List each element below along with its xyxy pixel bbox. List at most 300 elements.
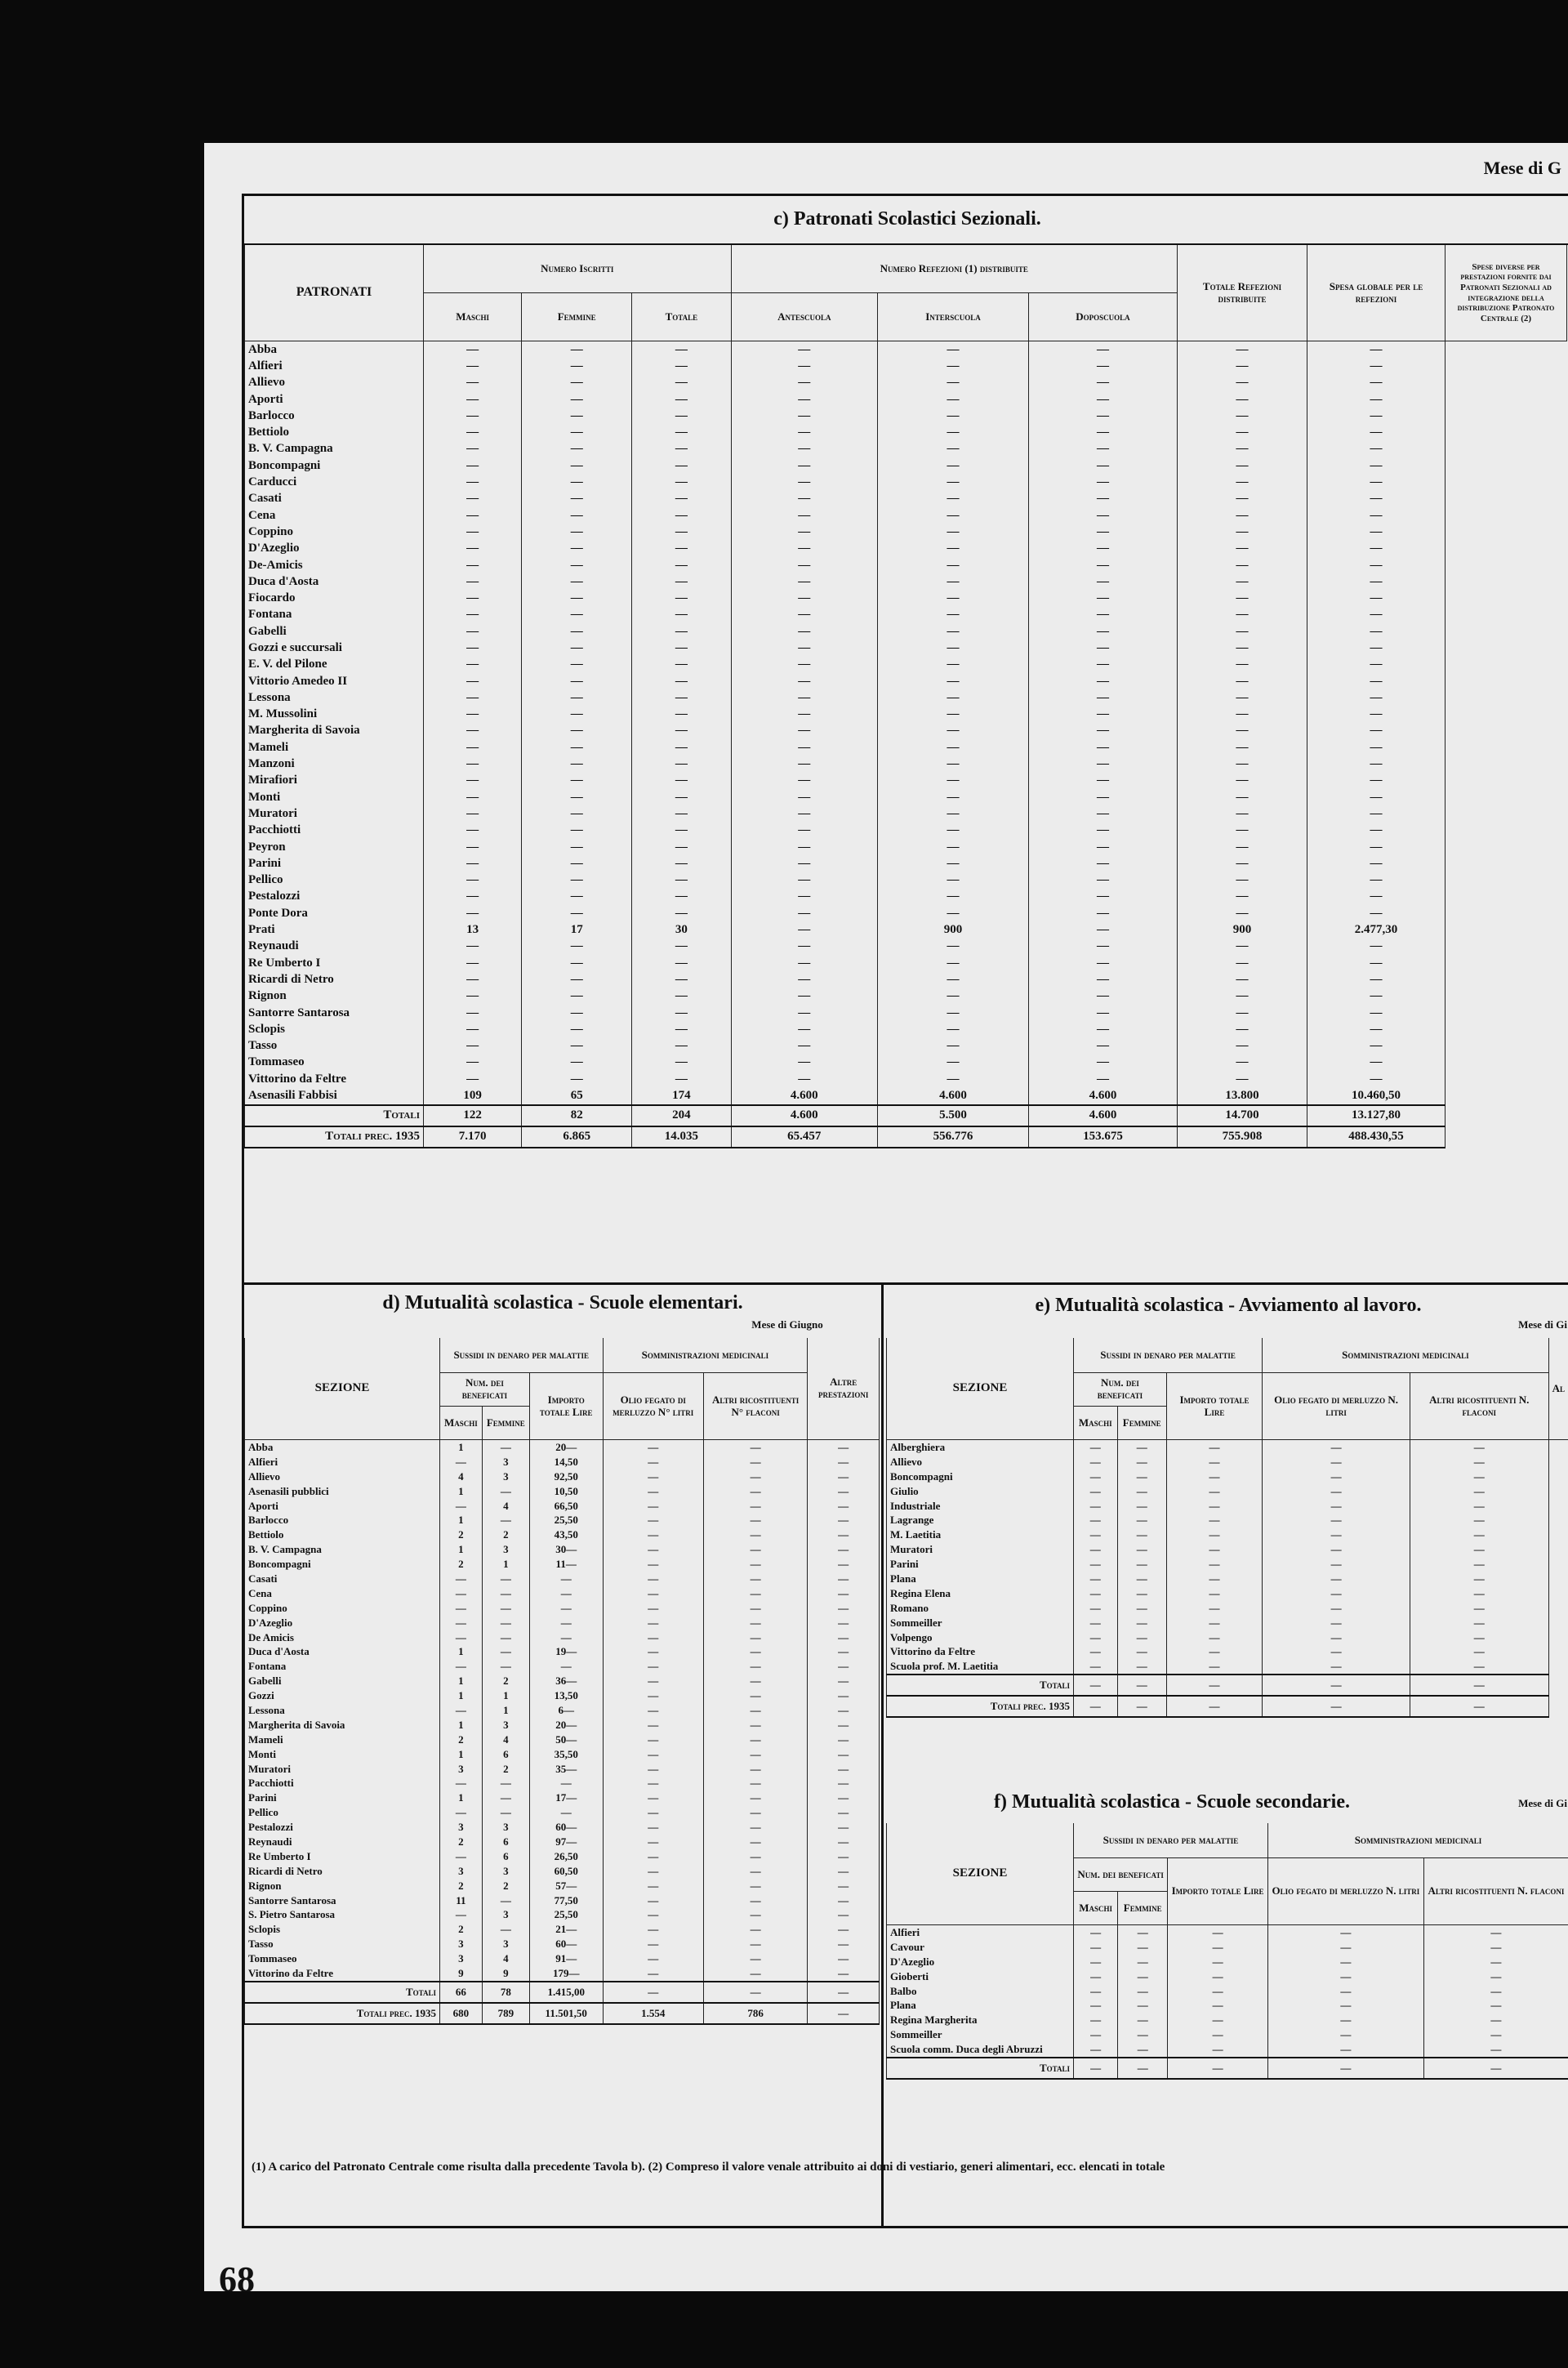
row-value: —	[1028, 640, 1177, 656]
row-value: —	[1307, 939, 1446, 955]
table-row	[245, 1542, 880, 1557]
row-value: —	[522, 889, 632, 905]
row-value: —	[1307, 640, 1446, 656]
totals-value: 153.675	[1028, 1126, 1177, 1148]
row-value: —	[1263, 1542, 1410, 1557]
row-value: —	[522, 590, 632, 606]
header-somministrazioni: Somministrazioni medicinali	[603, 1338, 808, 1373]
table-row	[245, 1616, 880, 1630]
row-value: —	[808, 1557, 880, 1572]
row-value: —	[1117, 1469, 1166, 1484]
row-value: —	[1178, 971, 1307, 988]
row-value: —	[1118, 2042, 1168, 2058]
row-value: —	[522, 971, 632, 988]
row-value: —	[731, 789, 878, 805]
table-row	[887, 1940, 1568, 1955]
row-value: —	[1307, 723, 1446, 739]
header-maschi: Maschi	[1074, 1407, 1118, 1440]
row-value: —	[878, 391, 1029, 408]
row-value: —	[1307, 341, 1446, 359]
row-name: Fontana	[245, 1659, 440, 1674]
row-value: —	[1028, 524, 1177, 540]
row-value: —	[1028, 1021, 1177, 1037]
row-value: —	[1267, 1984, 1423, 1999]
row-value: —	[1307, 573, 1446, 590]
row-value: —	[731, 391, 878, 408]
row-value: —	[424, 507, 522, 524]
row-value: —	[603, 1499, 703, 1514]
row-value: —	[808, 1762, 880, 1777]
row-value: —	[1307, 524, 1446, 540]
row-value: —	[1028, 424, 1177, 440]
row-value: —	[703, 1820, 807, 1835]
totals-value: —	[1117, 1696, 1166, 1717]
row-value: —	[878, 988, 1029, 1005]
row-value: 20—	[529, 1718, 603, 1733]
header-olio: Olio fegato di merluzzo N. litri	[1267, 1858, 1423, 1925]
row-value: 2	[482, 1527, 529, 1542]
row-value: —	[1074, 1955, 1118, 1969]
row-name: M. Laetitia	[887, 1527, 1074, 1542]
row-value: 25,50	[529, 1513, 603, 1527]
row-name: Gabelli	[245, 623, 424, 640]
row-value: —	[878, 457, 1029, 474]
table-row	[245, 441, 1567, 457]
row-value: —	[522, 988, 632, 1005]
table-row	[887, 1925, 1568, 1940]
row-value: —	[878, 1037, 1029, 1054]
row-value: —	[424, 805, 522, 822]
row-value: —	[522, 689, 632, 706]
table-row	[245, 1087, 1567, 1104]
row-value: 3	[482, 1820, 529, 1835]
row-value: 60—	[529, 1937, 603, 1951]
row-value: —	[703, 1542, 807, 1557]
row-value: —	[522, 739, 632, 756]
table-row	[245, 689, 1567, 706]
table-row	[887, 1955, 1568, 1969]
table-row	[245, 823, 1567, 839]
row-value: —	[603, 1879, 703, 1893]
row-value: —	[731, 424, 878, 440]
totals-value: —	[808, 2003, 880, 2024]
row-value: —	[424, 358, 522, 374]
section-f-month: Mese di Gi	[1518, 1797, 1567, 1809]
row-name: Prati	[245, 921, 424, 938]
table-row	[887, 1998, 1568, 2013]
row-value: —	[440, 1586, 483, 1601]
row-value: —	[424, 855, 522, 872]
row-value: 92,50	[529, 1469, 603, 1484]
row-value: —	[632, 988, 731, 1005]
row-value: —	[440, 1849, 483, 1864]
row-value: —	[424, 889, 522, 905]
row-value: —	[1307, 408, 1446, 424]
row-value: —	[1307, 541, 1446, 557]
totals-row	[245, 1982, 880, 2003]
totals-value: —	[1118, 2058, 1168, 2079]
row-name: Parini	[245, 1790, 440, 1805]
row-name: E. V. del Pilone	[245, 657, 424, 673]
row-value: —	[1267, 1940, 1423, 1955]
row-value: —	[878, 640, 1029, 656]
row-value: 30	[632, 921, 731, 938]
row-value: —	[424, 905, 522, 921]
row-value: —	[529, 1776, 603, 1790]
row-value: —	[1028, 689, 1177, 706]
totals-value: 66	[440, 1982, 483, 2003]
table-row	[245, 1922, 880, 1937]
row-value: —	[1028, 491, 1177, 507]
row-name: M. Mussolini	[245, 707, 424, 723]
row-name: Pellico	[245, 872, 424, 889]
row-value: —	[1263, 1527, 1410, 1542]
row-name: Bettiolo	[245, 1527, 440, 1542]
row-value: —	[603, 1455, 703, 1469]
row-value: —	[1178, 905, 1307, 921]
row-value: —	[482, 1601, 529, 1616]
row-value: —	[1178, 457, 1307, 474]
header-olio: Olio fegato di merluzzo N. litri	[1263, 1373, 1410, 1440]
row-value: —	[632, 1021, 731, 1037]
row-value: —	[632, 955, 731, 971]
row-value: —	[1166, 1630, 1262, 1645]
table-row	[245, 805, 1567, 822]
row-value: —	[522, 491, 632, 507]
row-value: —	[878, 939, 1029, 955]
row-value: —	[808, 1951, 880, 1966]
row-value: —	[808, 1499, 880, 1514]
totals-value: —	[603, 1982, 703, 2003]
row-value: —	[424, 1055, 522, 1071]
table-row	[245, 1527, 880, 1542]
row-value: —	[1117, 1455, 1166, 1469]
row-value: —	[1178, 1071, 1307, 1087]
row-value: —	[731, 1055, 878, 1071]
row-value: —	[632, 971, 731, 988]
row-name: Abba	[245, 1440, 440, 1455]
row-value: —	[632, 1071, 731, 1087]
header-somministrazioni: Somministrazioni medicinali	[1263, 1338, 1548, 1373]
row-value: —	[1267, 2013, 1423, 2027]
totals-value: 82	[522, 1105, 632, 1126]
row-value: —	[703, 1469, 807, 1484]
row-value: —	[1178, 424, 1307, 440]
row-value: —	[603, 1440, 703, 1455]
row-name: Re Umberto I	[245, 1849, 440, 1864]
row-value: —	[522, 441, 632, 457]
row-value: —	[522, 707, 632, 723]
row-value: —	[529, 1601, 603, 1616]
header-sezione: SEZIONE	[245, 1338, 440, 1440]
row-value: —	[603, 1908, 703, 1923]
table-row	[887, 1616, 1568, 1630]
row-value: —	[1307, 756, 1446, 772]
row-name: S. Pietro Santarosa	[245, 1908, 440, 1923]
row-value: —	[808, 1601, 880, 1616]
row-value: 2	[440, 1922, 483, 1937]
previous-totals-row	[245, 1126, 1567, 1148]
row-value: —	[482, 1572, 529, 1586]
row-name: Manzoni	[245, 756, 424, 772]
row-value: —	[1118, 1984, 1168, 1999]
row-value: —	[424, 1037, 522, 1054]
table-row	[887, 1499, 1568, 1514]
row-value: —	[703, 1937, 807, 1951]
row-value: —	[1423, 2027, 1568, 2042]
totals-value: 13.127,80	[1307, 1105, 1446, 1126]
page-number: 68	[219, 2259, 255, 2299]
row-value: —	[1410, 1513, 1549, 1527]
table-row	[887, 2013, 1568, 2027]
row-value: —	[632, 424, 731, 440]
row-name: Lagrange	[887, 1513, 1074, 1527]
table-row	[245, 939, 1567, 955]
row-value: —	[424, 607, 522, 623]
row-value: —	[1307, 855, 1446, 872]
section-d-title: d) Mutualità scolastica - Scuole elementari.	[382, 1292, 743, 1313]
table-row	[245, 1688, 880, 1703]
row-name: Margherita di Savoia	[245, 1718, 440, 1733]
row-value: —	[1166, 1484, 1262, 1499]
row-value: —	[1028, 805, 1177, 822]
row-value: —	[424, 823, 522, 839]
table-row	[245, 1879, 880, 1893]
row-value: —	[603, 1586, 703, 1601]
row-value: —	[1168, 1925, 1268, 1940]
row-name: Regina Elena	[887, 1586, 1074, 1601]
row-name: Boncompagni	[887, 1469, 1074, 1484]
row-value: 3	[482, 1864, 529, 1879]
row-value: —	[529, 1805, 603, 1820]
row-value: —	[1168, 2042, 1268, 2058]
row-value: —	[878, 723, 1029, 739]
row-value: —	[1307, 872, 1446, 889]
row-value: —	[1117, 1440, 1166, 1455]
row-value: —	[632, 939, 731, 955]
row-value: —	[1074, 1969, 1118, 1984]
row-name: Santorre Santarosa	[245, 1005, 424, 1021]
row-value: —	[703, 1835, 807, 1849]
row-value: 77,50	[529, 1893, 603, 1908]
row-value: —	[1178, 739, 1307, 756]
row-value: —	[1178, 441, 1307, 457]
row-value: —	[878, 657, 1029, 673]
row-value: —	[424, 723, 522, 739]
row-value: —	[703, 1484, 807, 1499]
table-row	[245, 1864, 880, 1879]
row-value: —	[482, 1659, 529, 1674]
row-name: Lessona	[245, 689, 424, 706]
row-value: —	[1423, 1955, 1568, 1969]
row-value: —	[1263, 1557, 1410, 1572]
row-value: 179—	[529, 1966, 603, 1982]
header-patronati: PATRONATI	[245, 245, 424, 341]
row-value: —	[603, 1820, 703, 1835]
row-value: —	[808, 1703, 880, 1718]
row-value: —	[522, 541, 632, 557]
row-value: 13	[424, 921, 522, 938]
totals-value: —	[1410, 1696, 1549, 1717]
row-name: Cena	[245, 1586, 440, 1601]
row-value: —	[878, 673, 1029, 689]
table-row	[245, 1820, 880, 1835]
row-value: —	[1074, 1527, 1118, 1542]
row-value: —	[1178, 607, 1307, 623]
row-value: —	[703, 1440, 807, 1455]
row-value: 3	[482, 1937, 529, 1951]
section-c-title: c) Patronati Scolastici Sezionali.	[773, 208, 1041, 230]
row-value: —	[1263, 1484, 1410, 1499]
row-value: —	[632, 773, 731, 789]
row-value: —	[632, 623, 731, 640]
table-row	[245, 1005, 1567, 1021]
section-e-month: Mese di Gi	[1518, 1318, 1567, 1331]
row-value: —	[1263, 1644, 1410, 1659]
row-value: —	[440, 1908, 483, 1923]
row-value: —	[1074, 1659, 1118, 1675]
row-value: —	[1074, 1469, 1118, 1484]
row-value: 2	[440, 1557, 483, 1572]
row-value: —	[1178, 1055, 1307, 1071]
row-value: —	[1074, 1542, 1118, 1557]
row-name: Industriale	[887, 1499, 1074, 1514]
table-row	[245, 1630, 880, 1645]
row-value: —	[1028, 855, 1177, 872]
document-page	[204, 143, 1568, 2299]
table-row	[245, 1805, 880, 1820]
row-value: —	[731, 474, 878, 490]
row-value: —	[632, 408, 731, 424]
row-value: —	[1178, 491, 1307, 507]
row-name: Vittorio Amedeo II	[245, 673, 424, 689]
row-value: —	[878, 607, 1029, 623]
row-value: —	[703, 1805, 807, 1820]
table-row	[245, 889, 1567, 905]
row-value: —	[703, 1951, 807, 1966]
row-value: —	[703, 1762, 807, 1777]
row-value: —	[731, 805, 878, 822]
row-value: —	[1166, 1572, 1262, 1586]
row-value: —	[1117, 1527, 1166, 1542]
row-value: —	[522, 557, 632, 573]
row-value: —	[1307, 590, 1446, 606]
row-value: —	[632, 789, 731, 805]
row-value: —	[703, 1586, 807, 1601]
row-value: —	[1168, 1940, 1268, 1955]
row-value: —	[1166, 1513, 1262, 1527]
row-value: —	[1410, 1586, 1549, 1601]
table-row	[245, 1776, 880, 1790]
row-value: —	[522, 341, 632, 359]
table-row	[245, 739, 1567, 756]
row-value: —	[424, 773, 522, 789]
row-value: —	[1168, 1998, 1268, 2013]
row-value: —	[603, 1893, 703, 1908]
row-value: —	[878, 855, 1029, 872]
row-value: —	[1118, 2027, 1168, 2042]
row-value: —	[1178, 689, 1307, 706]
row-value: —	[522, 573, 632, 590]
row-value: —	[1117, 1499, 1166, 1514]
row-value: —	[703, 1513, 807, 1527]
row-value: —	[482, 1893, 529, 1908]
row-name: Tommaseo	[245, 1951, 440, 1966]
row-value: —	[1074, 1572, 1118, 1586]
row-value: 6	[482, 1849, 529, 1864]
row-value: 4	[482, 1951, 529, 1966]
row-value: —	[522, 1005, 632, 1021]
row-value: —	[603, 1674, 703, 1688]
row-name: Muratori	[245, 805, 424, 822]
row-value: —	[424, 988, 522, 1005]
row-value: —	[529, 1586, 603, 1601]
row-value: —	[731, 375, 878, 391]
row-value: —	[1117, 1601, 1166, 1616]
row-value: —	[482, 1776, 529, 1790]
row-value: —	[703, 1527, 807, 1542]
table-row	[245, 657, 1567, 673]
table-row	[887, 1469, 1568, 1484]
row-value: —	[878, 358, 1029, 374]
row-value: —	[1178, 789, 1307, 805]
totals-value: —	[808, 1982, 880, 2003]
row-name: Plana	[887, 1998, 1074, 2013]
row-value: —	[878, 1071, 1029, 1087]
table-row	[245, 1572, 880, 1586]
header-altri: Altri ricostituenti N° flaconi	[703, 1373, 807, 1440]
row-value: —	[1168, 2013, 1268, 2027]
table-row	[245, 491, 1567, 507]
row-name: Regina Margherita	[887, 2013, 1074, 2027]
row-value: —	[703, 1790, 807, 1805]
row-value: —	[731, 939, 878, 955]
footnote: (1) A carico del Patronato Centrale come risulta dalla precedente Tavola b). (2) Compreso il valore venale attribuito ai doni di vestiario, generi alimentari, ecc. elencati in totale	[252, 2161, 1165, 2174]
row-value: 35—	[529, 1762, 603, 1777]
row-value: —	[1307, 358, 1446, 374]
row-value: 2.477,30	[1307, 921, 1446, 938]
row-value: —	[1028, 905, 1177, 921]
row-value: —	[1423, 2042, 1568, 2058]
row-name: Sommeiller	[887, 2027, 1074, 2042]
row-value: —	[1410, 1659, 1549, 1675]
row-value: —	[808, 1484, 880, 1499]
row-value: —	[1307, 1071, 1446, 1087]
row-value: —	[632, 1037, 731, 1054]
row-value: —	[731, 541, 878, 557]
table-row	[245, 905, 1567, 921]
row-value: 6	[482, 1835, 529, 1849]
row-value: —	[703, 1864, 807, 1879]
row-value: —	[482, 1440, 529, 1455]
row-value: —	[808, 1849, 880, 1864]
row-value: —	[703, 1630, 807, 1645]
table-row	[245, 1455, 880, 1469]
totals-value: —	[1074, 1696, 1118, 1717]
row-name: Boncompagni	[245, 457, 424, 474]
header-num-beneficati: Num. dei beneficati	[1074, 1373, 1167, 1407]
row-value: —	[878, 872, 1029, 889]
row-value: —	[1166, 1601, 1262, 1616]
row-value: —	[1074, 1484, 1118, 1499]
totals-value: 14.700	[1178, 1105, 1307, 1126]
header-num-beneficati: Num. dei beneficati	[1074, 1858, 1168, 1892]
row-value: —	[1118, 1925, 1168, 1940]
row-value: —	[1263, 1659, 1410, 1675]
row-value: 60—	[529, 1820, 603, 1835]
row-value: —	[603, 1733, 703, 1747]
row-value: 2	[482, 1762, 529, 1777]
